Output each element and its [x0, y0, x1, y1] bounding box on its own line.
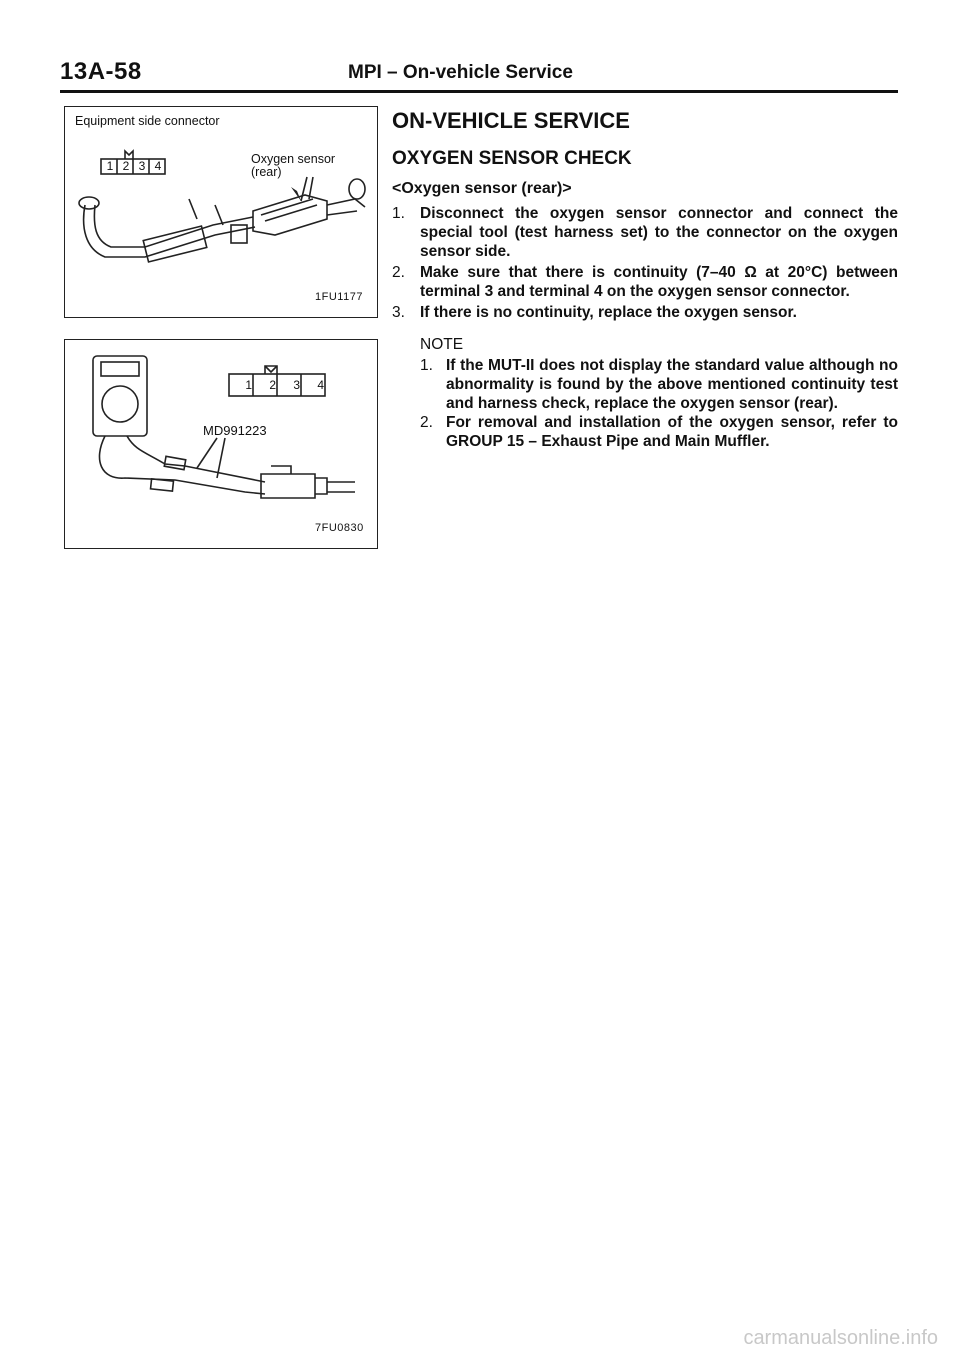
procedure-subheading: <Oxygen sensor (rear)> — [392, 180, 572, 197]
note-block — [420, 336, 898, 451]
note-text: If the MUT-II does not display the standard value although no abnormality is found by the above mentioned continuity test and harness check, replace the oxygen sensor (rear). — [446, 357, 898, 412]
step-item — [392, 263, 898, 301]
step-item — [392, 303, 898, 322]
main-content — [392, 108, 898, 451]
note-text: For removal and installation of the oxygen sensor, refer to GROUP 15 – Exhaust Pipe and Main Muffler. — [446, 414, 898, 450]
figure-oxygen-sensor-location — [64, 106, 378, 318]
pin-label: 1 — [106, 159, 114, 173]
connector-pins — [237, 378, 333, 392]
note-list — [420, 356, 898, 451]
connector-pins-fig1 — [102, 159, 166, 173]
step-text: Make sure that there is continuity (7–40 Ω at 20°C) between terminal 3 and terminal 4 on the oxygen sensor connector. — [420, 264, 898, 300]
step-item — [392, 204, 898, 261]
tester-illustration — [65, 340, 377, 548]
section-title: MPI – On-vehicle Service — [348, 62, 573, 83]
note-number: 1. — [420, 357, 433, 374]
step-text: If there is no continuity, replace the oxygen sensor. — [420, 304, 797, 321]
pin-label: 4 — [154, 159, 162, 173]
pin-label: 2 — [122, 159, 130, 173]
label-oxygen-sensor: Oxygen sensor (rear) — [251, 152, 336, 179]
pin-label: 4 — [317, 378, 325, 392]
step-number: 3. — [392, 304, 405, 321]
step-number: 1. — [392, 205, 405, 222]
page-title: ON-VEHICLE SERVICE — [392, 108, 630, 133]
page-number: 13A-58 — [60, 58, 142, 85]
label-equipment-connector: Equipment side connector — [75, 114, 220, 128]
procedure-title: OXYGEN SENSOR CHECK — [392, 148, 632, 169]
note-item — [420, 413, 898, 451]
label-tool-number: MD991223 — [203, 423, 267, 438]
note-title: NOTE — [420, 336, 464, 353]
figure-test-harness — [64, 339, 378, 549]
note-number: 2. — [420, 414, 433, 431]
step-text: Disconnect the oxygen sensor connector and connect the special tool (test harness set) to the connector on the oxygen sensor side. — [420, 205, 898, 260]
figure-code: 1FU1177 — [315, 291, 363, 303]
pin-label: 3 — [293, 378, 301, 392]
header-rule — [60, 90, 898, 93]
step-number: 2. — [392, 264, 405, 281]
exhaust-pipe-illustration — [65, 107, 377, 317]
pin-label: 3 — [138, 159, 146, 173]
watermark: carmanualsonline.info — [743, 1327, 938, 1349]
pin-label: 2 — [269, 378, 277, 392]
procedure-steps — [392, 204, 898, 322]
note-item — [420, 356, 898, 413]
figure-code: 7FU0830 — [315, 522, 364, 534]
pin-label: 1 — [245, 378, 253, 392]
page-header — [60, 58, 898, 92]
